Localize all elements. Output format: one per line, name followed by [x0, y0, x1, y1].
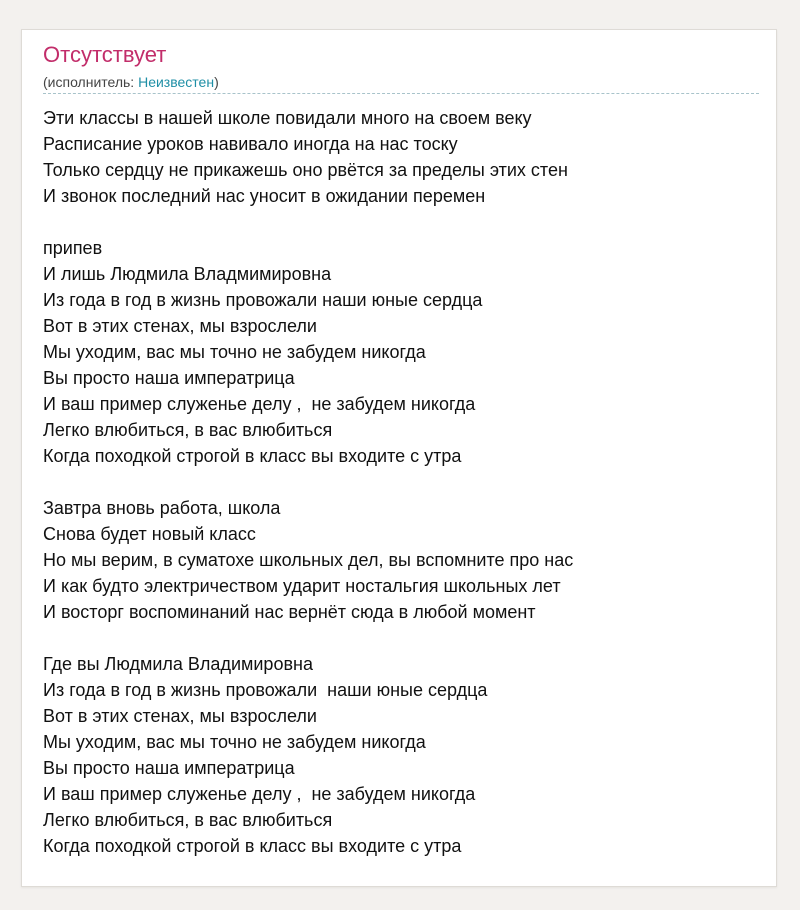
lyric-line: И как будто электричеством ударит ностальгия школьных лет: [43, 576, 561, 596]
lyric-line: Когда походкой строгой в класс вы входите с утра: [43, 836, 462, 856]
lyric-line: Легко влюбиться, в вас влюбиться: [43, 810, 333, 830]
header-divider: [43, 93, 759, 94]
stanza-break: [43, 469, 759, 495]
lyric-line: Из года в год в жизнь провожали наши юные сердца: [43, 680, 488, 700]
lyric-line: Когда походкой строгой в класс вы входите с утра: [43, 446, 462, 466]
lyric-line: И восторг воспоминаний нас вернёт сюда в любой момент: [43, 602, 536, 622]
stanza-break: [43, 209, 759, 235]
artist-suffix: ): [214, 74, 219, 90]
lyric-line: Вы просто наша императрица: [43, 368, 295, 388]
lyric-line: припев: [43, 238, 103, 258]
lyric-line: Только сердцу не прикажешь оно рвётся за пределы этих стен: [43, 160, 568, 180]
lyric-line: Мы уходим, вас мы точно не забудем никогда: [43, 732, 426, 752]
lyric-line: Завтра вновь работа, школа: [43, 498, 281, 518]
lyric-line: И ваш пример служенье делу , не забудем никогда: [43, 784, 476, 804]
lyric-line: Снова будет новый класс: [43, 524, 256, 544]
lyrics-card: [21, 29, 777, 887]
lyric-line: И лишь Людмила Владмимировна: [43, 264, 332, 284]
lyric-line: Но мы верим, в суматохе школьных дел, вы вспомните про нас: [43, 550, 574, 570]
lyric-line: Вот в этих стенах, мы взрослели: [43, 706, 317, 726]
lyric-line: И звонок последний нас уносит в ожидании перемен: [43, 186, 486, 206]
lyric-line: Вот в этих стенах, мы взрослели: [43, 316, 317, 336]
lyric-line: Эти классы в нашей школе повидали много на своем веку: [43, 108, 532, 128]
stanza-break: [43, 625, 759, 651]
lyric-line: Из года в год в жизнь провожали наши юные сердца: [43, 290, 483, 310]
artist-link[interactable]: Неизвестен: [138, 74, 215, 90]
song-header: [43, 42, 759, 91]
artist-line: [43, 73, 759, 91]
artist-prefix: (исполнитель:: [43, 74, 139, 90]
lyric-line: И ваш пример служенье делу , не забудем никогда: [43, 394, 476, 414]
lyric-line: Мы уходим, вас мы точно не забудем никогда: [43, 342, 426, 362]
lyric-line: Расписание уроков навивало иногда на нас тоску: [43, 134, 458, 154]
song-title: Отсутствует: [43, 42, 167, 67]
lyrics-text: [43, 105, 759, 859]
lyric-line: Легко влюбиться, в вас влюбиться: [43, 420, 333, 440]
lyric-line: Вы просто наша императрица: [43, 758, 295, 778]
lyric-line: Где вы Людмила Владимировна: [43, 654, 313, 674]
